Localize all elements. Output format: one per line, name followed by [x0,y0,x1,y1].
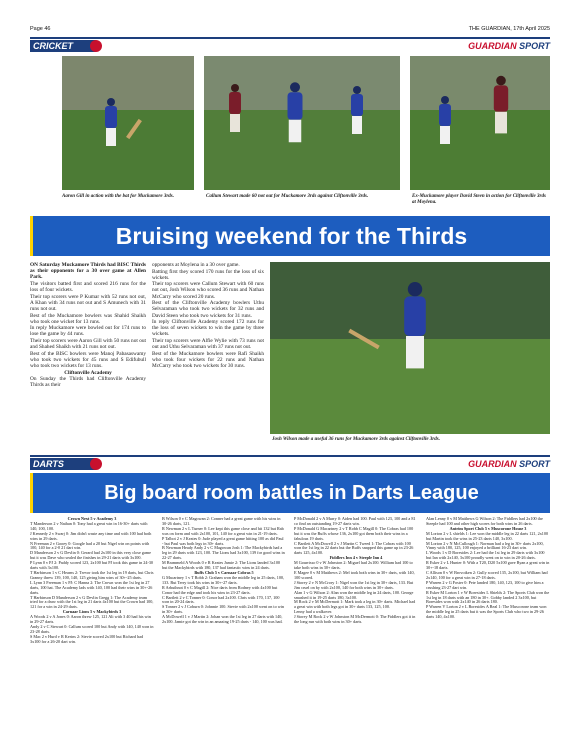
subheading: Cliftonville Academy [64,369,112,376]
paragraph: P McDonald G Macartney 2 v T Robb C Magill 0: The Cobras had 100 but it was the Buffs whose 136, 2x100 got them both their wins in a fabulous 19 darts. [294,525,414,541]
paragraph: D Manderson 2 v G Devlin 0: Gerard had 2x100 in this very close game but it was Dave who sealed the finishes in 29-21 darts with 3x100. [30,550,151,561]
paragraph: P Lynn 0 v PJ 2: Paddy scored 123, 2x100 but PJ took this game in 24-30 darts with 3x100. [30,560,154,571]
paragraph: C Bartlett 2 v C Tonner 0: Conor had 2x100. Chris with 170, 137, 100 won in 20-24 darts. [162,594,280,605]
cricket-column-2 [152,262,264,370]
caption-photo1: Aaron Gill in action with the bat for Muckamore 3rds. [62,194,174,199]
dartboard-icon [90,458,102,470]
paragraph: B Wilson 0 v C Magowan 2: Conner had a great game with his wins in 30-26 darts, 121. [162,516,281,526]
subheading: Buffs Club 5 v Carnaar Cobras 5 [194,569,254,575]
paragraph: R Esker 2 v L Hunter 0: With a T20, D20 5x100 gave Ryan a great win in 30+-18 darts. [426,560,550,571]
paragraph: N Freeman 2 v Gooey 0: Google had a 20 but Nigel win on points with 100, 140 for a 2-0 21 dart win. [30,540,150,551]
cricket-headline: Bruising weekend for the Thirds [30,216,550,256]
photo-david-steen [410,56,550,190]
brand-sport: SPORT [519,41,550,51]
paragraph: M Rock 2 v M McDermott 1: Mark took a leg in 30+ darts. Michael had a great win with both legs got in 30+ darts 133, 125, 100. [294,599,416,610]
paragraph: On Sunday the Thirds had Cliftonville Academy Thirds as their [30,376,146,389]
paragraph: T Harbinson D Manderson 2 v G Devlin Gregg 1: The Academy team tried for a draw with the 1st leg in 21 darts 4x100 but the Crown had 100, 121 for a win in 24-29 darts. [30,594,154,610]
paragraph: M Gourrisso 0 v W Johnston 2: Miguel had 2x100. William had 100 to take both wins in 30+ darts. [294,560,413,571]
paragraph: In reply Cliftonville Academy scored 172 runs for the loss of seven wickets to win the game by three wickets. [152,319,264,338]
bowler-figure [490,76,512,150]
paragraph: M Lorton 2 v L shields 1: Lee won the middle leg in 22 darts 121, 2x100 but Martin took the wins in 25-23 darts 140, 3x100. [426,530,549,541]
darts-column-2 [162,517,286,625]
paragraph: Alan Lenny 0 v M Matthews G Wilson 2: The Fiddlers had 2x100 the Steeple had 100 and other high scores for both wins in 26 darts. [426,516,543,526]
cricket-ball-icon [90,40,102,52]
paragraph: P McDonald 2 v A Murry 0: Aiden had 100. Paul with 123, 100 and a 81 co find an outstanding 19-27 darts win. [294,516,416,526]
umpire-figure [226,84,244,134]
cricket-tag [30,40,96,52]
darts-tag [30,458,96,470]
paragraph: ON Saturday Muckamore Thirds had BISC Thirds as their opponents for a 30 over game at Allen Park. [30,262,146,281]
paragraph: A McDowell 1 v J Martin 2: Johan won the 1st leg in 27 darts with 140, 2x100. Jamie got the win in an amazing 19-25 darts - 140, 100 was had. [162,614,283,625]
photo-callum-stewart [204,56,400,190]
paragraph: T Harbinson 1 v C Hearns 2: Trevor took the 1st leg in 19 darts, but Chris Granny threw 139, 100, 140, 125 giving him wins of 30+-25 darts. [30,569,154,580]
paragraph: opponents at Moylena in a 30 over game. [152,262,240,268]
cricket-tag-label: CRICKET [33,41,73,51]
caption-main-photo: Josh Wilson made a useful 36 runs for Muckamore 3rds against Cliftonville 3rds. [272,437,440,442]
fielder-figure [348,86,366,136]
paragraph: Best of the Cliftonville Academy bowlers Uthu Selvaraman who took two wickets for 32 runs and David Steen who took two wickets for 31 runs. [152,300,264,319]
paragraph: G Macartney 1 v T Robb 2: Graham won the middle leg in 25 darts, 100, 133. But Terry took his wins in 30+-27 darts. [162,574,285,585]
darts-column-1 [30,517,154,645]
paragraph: M Lorton 2 v N McCullough 1: Norman had a leg in 30+ darts 2x100, Vinny with 180, 125, 100 enjoyed a brilliant 16-23 dart win. [426,540,544,551]
paragraph: P Warren V Lorton 2 v L Boresides A Beal 1: The Muscorone team won the middle leg in 25 darts but it was the Sports Club who two in 29-26 darts 140, 4x100. [426,604,547,620]
paragraph: C Bartlett A McDowell 2 v J Martin C Tweed 1: The Cobras with 100 won the 1st leg in 22 darts but the Buffs snapped this game up in 23-26 darts 125, 4x100. [294,540,414,556]
paragraph: S Mac 2 v Hurd v R Kerins 2: Stevie scored 2x100 but Richard had 3x100 for a 26-20 dart win. [30,633,144,644]
batsman-figure [399,282,431,408]
paragraph: Best of the Muckamore bowlers was Shahid Shaikh who took one wicket for 13 runs. [30,312,146,325]
caption-photo3: Ex-Muckamore player David Steen in action for Cliftonville 3rds at Moylena. [412,194,546,205]
paragraph: In reply Muckamore were bowled out for 174 runs to lose the game by 44 runs. [30,325,146,338]
cricket-column-1 [30,262,146,389]
paragraph: S Tonner 2 v J Coburn 0: Johnnie 100. Stevie with 2x100 went on to win in 30+ darts. [162,604,284,615]
brand-sport: SPORT [519,459,550,469]
subheading: Crown Next 5 v Academy 3 [67,516,117,521]
darts-tag-label: DARTS [33,459,64,469]
darts-column-3 [294,517,418,625]
subheading: Fiddlers Inn 4 v Steeple Inn 4 [329,555,383,561]
darts-headline: Big board room battles in Darts League [30,473,550,513]
photo-aaron-gill [62,56,194,190]
subheading: Carnaar Lions 5 v Mackybirds 3 [62,609,122,615]
paragraph: Their top scorers were Aaron Gill with 50 runs not out and Shahed Shaikh with 21 runs not out. [30,337,146,351]
paragraph: C Allison 0 v W Brovoiken 2: Gully scored 135, 2x100, but William had 2x140, 100 for a great win in 27-18 darts. [426,569,548,580]
paragraph: Their top scorers were P Kumar with 52 runs not out, A Khan with 34 runs not out and S Amunech with 31 runs not out. [30,293,146,313]
paragraph: R Arbuthnot 0 v C Magill 2: Nice darts from Rodney with 4x100 but Conor had the edge and took his wins in 23-27 darts. [162,584,278,595]
darts-column-4 [426,517,550,620]
issue-date: THE GUARDIAN, 17th April 2025 [468,26,550,32]
paragraph: L Woods 1 v D Boresides 2: Lee had the 1st leg in 29 darts with 3x100 but Ian with 2x140, 3x100 proudly went on to win in 20-26 darts. [426,550,545,561]
paragraph: L Lynn 3 Freeman 1 v PJ: C Hanna 2: The Crown won the 1st leg in 27 darts, 100 hat. The Academy lads with 140, 100 had their wins in 30+-26 darts. [30,579,153,595]
paragraph: R Esker M Lorton 1 v W Boresides L Shields 2: The Sports Club won the 1st leg in 18 darts with an 180 in 30+. Gobby landed 2 3x100, but Boresides won with 2x140 in 26 darts 180. [426,589,550,605]
brand-guardian: GUARDIAN [468,41,517,51]
fielder-figure [436,96,454,156]
paragraph: J Storey 2 v N McCrory 1: Nigel won the 1st leg in 30+ darts, 133. But Jim cruel on by with 2x100, 140 for both wins in 30+ darts. [294,579,414,590]
batsman-figure [102,98,120,158]
paragraph: Their top scorers were Alfie Wylie with 73 runs not out and Uthu Selvaraman with 37 runs not out. [152,337,264,351]
darts-section-bar [30,455,550,469]
paragraph: Andy 2 v C Stewart 0: Callum scored 100 but Andy with 140, 140 won in 23-28 darts. [30,623,154,634]
paragraph: Batting first they scored 170 runs for the loss of six wickets. [152,268,264,281]
paragraph: The visitors batted first and scored 216 runs for the loss of four wickets. [30,280,146,294]
batsman-figure [284,82,307,160]
subheading: Antrim Sport Club 5 v Muscorone House 3 [449,525,527,531]
paragraph: M Brammeld A Woods 0 v R Keates Jamie 2: The Lions landed 3x100 but the Mackybirds with 180, 137 had fantastic wins in 24 darts. [162,560,281,571]
photo-josh-wilson [270,262,550,434]
guardian-sport-brand [468,459,550,469]
brand-guardian: GUARDIAN [468,459,517,469]
paragraph: B Newman Heady Andy 2 v C Magowan Josh 1: The Mackybirds had a leg in 29 darts with 123, 100. The Lions had 3x100, 139 for good wins in 22-27 darts. [162,545,285,561]
paragraph: R Newman 2 v L Turner 0: Lee kept this game close and hit 132 but Rab was on form and with 2x100, 101, 140 for a great win in 21-19 darts. [162,525,284,536]
paragraph: E Magee 0 v M Matthews 2: Mel took both wins in 30+ darts, with 140, 100 scored. [294,569,415,580]
paragraph: P Warren 2 v G Foster 0: Pete landed 180, 140, 123, 100 to give him a crushing 23-27 dart win. [426,579,544,590]
paragraph: Best of the Muckamore bowlers were Rafi Shaikh who took four wickets for 22 runs and Nathan McCarry who took two wickets for 30 runs. [152,350,264,370]
paragraph: Alan 1 v G Wilson 2: Alan won the middle leg in 24 darts, 100. George smashed it in 19-25 darts 180, 3x100. [294,589,414,600]
paragraph: Their top scorers were Callum Stewart with 60 runs not out, Josh Wilson who scored 36 runs and Nathan McCarry who scored 20 runs. [152,281,264,300]
page-number: Page 46 [30,26,51,32]
paragraph: P Talbot 2 v J Keates 0: Jude played a great game hitting 100 as did Paul - but Paul was both legs in 30+ darts. [162,535,284,546]
paragraph: Best of the BISC bowlers were Manoj Pabasaswamy who took two wickets for 45 runs and S Edifubull who took two wickets for 13 runs. [30,350,146,370]
cricket-section-bar [30,37,550,51]
guardian-sport-brand [468,41,550,51]
paragraph: Lenny had a walkover. [294,609,333,615]
paragraph: J Kennedy 2 v Swarj 0: Jim didn't waste any time and with 100 had both wins in 29 darts. [30,530,152,541]
caption-photo2: Callum Stewart made 60 not out for Muckamore 3rds against Cliftonville 3rds. [206,194,369,199]
paragraph: J Storey M Rock 2 v W Johnston M McDermott 0: The Fiddlers got it in the long run with both wins in 30+ darts. [294,614,416,625]
paragraph: T Manderson 2 v Nathan 0: Tony had a great win in 16-30+ darts with 140, 100, 100. [30,520,148,531]
paragraph: A Woods 2 v A Jones 0: Aaron threw 125, 121 Ali with 3 40 had his win in 29-27 darts. [30,614,151,625]
